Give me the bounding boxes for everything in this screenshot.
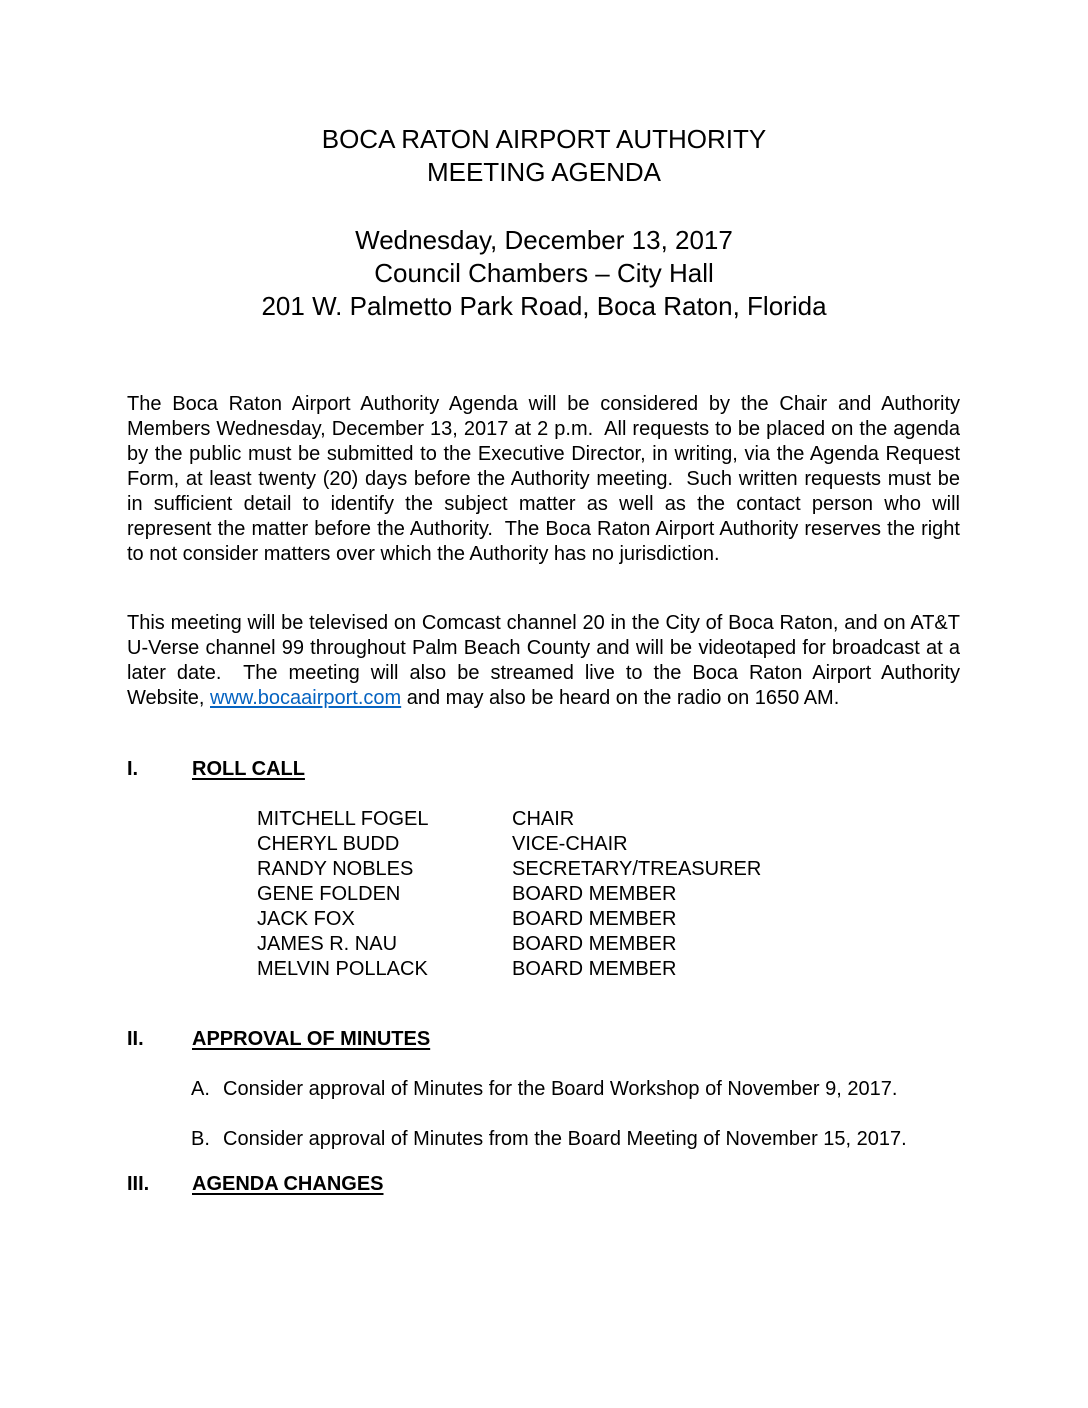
section-number-ii: II. bbox=[127, 1028, 144, 1050]
member-title: BOARD MEMBER bbox=[512, 883, 677, 905]
section-number-iii: III. bbox=[127, 1173, 150, 1195]
airport-website-link[interactable]: www.bocaairport.com bbox=[210, 687, 402, 709]
item-text-a: Consider approval of Minutes for the Board Workshop of November 9, 2017. bbox=[223, 1078, 898, 1100]
title-line-authority: BOCA RATON AIRPORT AUTHORITY bbox=[321, 124, 767, 154]
section-approval-of-minutes-heading bbox=[127, 1027, 960, 1052]
member-name: GENE FOLDEN bbox=[257, 883, 401, 905]
intro-paragraph-2 bbox=[127, 611, 966, 711]
title-line-meeting-agenda: MEETING AGENDA bbox=[426, 157, 662, 187]
item-text-b: Consider approval of Minutes from the Board Meeting of November 15, 2017. bbox=[223, 1128, 907, 1150]
agenda-item-a bbox=[191, 1077, 962, 1102]
member-name: JACK FOX bbox=[257, 908, 355, 930]
item-label-a: A. bbox=[191, 1078, 210, 1100]
meeting-date: Wednesday, December 13, 2017 bbox=[355, 225, 733, 255]
section-title-agenda-changes: AGENDA CHANGES bbox=[192, 1173, 384, 1195]
roll-call-row bbox=[257, 832, 957, 857]
section-title-roll-call: ROLL CALL bbox=[192, 758, 305, 780]
section-number-i: I. bbox=[127, 758, 139, 780]
member-title: CHAIR bbox=[512, 808, 575, 830]
member-title: SECRETARY/TREASURER bbox=[512, 858, 762, 880]
section-title-approval-of-minutes: APPROVAL OF MINUTES bbox=[192, 1028, 431, 1050]
member-title: VICE-CHAIR bbox=[512, 833, 628, 855]
meeting-address: 201 W. Palmetto Park Road, Boca Raton, Florida bbox=[261, 291, 827, 321]
roll-call-list bbox=[257, 807, 957, 982]
item-label-b: B. bbox=[191, 1128, 210, 1150]
member-name: JAMES R. NAU bbox=[257, 933, 398, 955]
roll-call-row bbox=[257, 932, 957, 957]
member-title: BOARD MEMBER bbox=[512, 933, 677, 955]
roll-call-row bbox=[257, 957, 957, 982]
member-title: BOARD MEMBER bbox=[512, 958, 677, 980]
meeting-venue: Council Chambers – City Hall bbox=[374, 258, 714, 288]
roll-call-row bbox=[257, 907, 957, 932]
member-title: BOARD MEMBER bbox=[512, 908, 677, 930]
paragraph-2-text-before-link: This meeting will be televised on Comcast channel 20 in the City of Boca Raton, and on AT&T U-Verse channel 99 throughout Palm Beach County and will be videotaped for broadcast at a later date. The meeting will also be streamed live to the Boca Raton Airport Authority Website, bbox=[127, 612, 966, 709]
member-name: CHERYL BUDD bbox=[257, 833, 400, 855]
document-title bbox=[0, 123, 1088, 189]
member-name: MELVIN POLLACK bbox=[257, 958, 428, 980]
member-name: MITCHELL FOGEL bbox=[257, 808, 429, 830]
intro-paragraph-1: The Boca Raton Airport Authority Agenda will be considered by the Chair and Authority Members Wednesday, December 13, 2017 at 2 p.m. All requests to be placed on the agenda by the public must be submitted to the Executive Director, in writing, via the Agenda Request Form, at least twenty (20) days before the Authority meeting. Such written requests must be in sufficient detail to identify the subject matter as well as the contact person who will represent the matter before the Authority. The Boca Raton Airport Authority reserves the right to not consider matters over which the Authority has no jurisdiction. bbox=[127, 393, 966, 565]
member-name: RANDY NOBLES bbox=[257, 858, 414, 880]
section-roll-call-heading bbox=[127, 757, 960, 782]
paragraph-2-text-after-link: and may also be heard on the radio on 1650 AM. bbox=[401, 687, 840, 709]
event-details bbox=[0, 224, 1088, 323]
roll-call-row bbox=[257, 857, 957, 882]
roll-call-row bbox=[257, 807, 957, 832]
section-agenda-changes-heading bbox=[127, 1172, 960, 1197]
roll-call-row bbox=[257, 882, 957, 907]
agenda-item-b bbox=[191, 1127, 962, 1152]
